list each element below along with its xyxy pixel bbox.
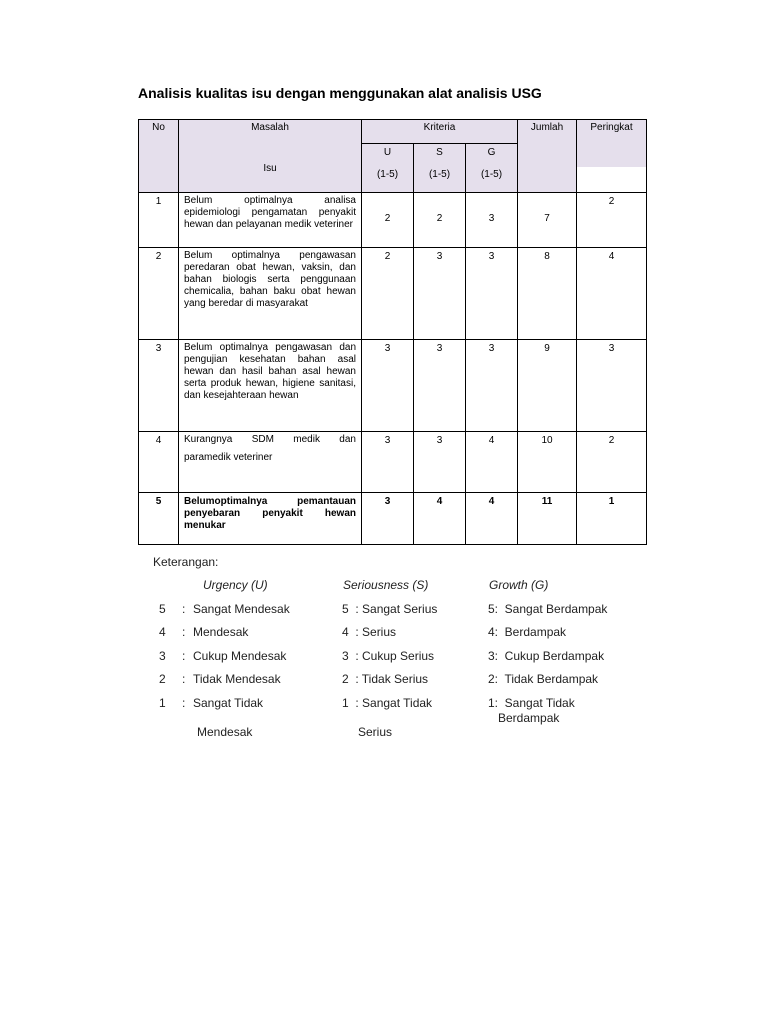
header-isu-label: Isu bbox=[263, 163, 277, 174]
row-g: 3 bbox=[466, 248, 518, 340]
seriousness-item: 2 : Tidak Serius bbox=[342, 672, 429, 686]
row-peringkat: 2 bbox=[577, 432, 647, 493]
header-kriteria: Kriteria bbox=[362, 120, 518, 144]
urgency-item-tail: Mendesak bbox=[197, 725, 253, 739]
seriousness-item: 3 : Cukup Serius bbox=[342, 649, 435, 663]
row-no: 1 bbox=[139, 193, 179, 248]
row-no: 5 bbox=[139, 493, 179, 545]
growth-item: 1: Sangat Tidak bbox=[488, 696, 575, 710]
page-title: Analisis kualitas isu dengan menggunakan alat analisis USG bbox=[138, 85, 542, 101]
row-u: 3 bbox=[362, 340, 414, 432]
row-peringkat: 1 bbox=[577, 493, 647, 545]
growth-item: 5: Sangat Berdampak bbox=[488, 602, 608, 616]
row-jumlah: 8 bbox=[518, 248, 577, 340]
row-s: 2 bbox=[414, 193, 466, 248]
header-no: No bbox=[139, 120, 179, 193]
growth-item: 4: Berdampak bbox=[488, 625, 567, 639]
row-s: 3 bbox=[414, 248, 466, 340]
row-g: 4 bbox=[466, 493, 518, 545]
header-s-range: (1-5) bbox=[414, 167, 466, 193]
table-row bbox=[139, 432, 647, 493]
seriousness-header: Seriousness (S) bbox=[343, 578, 429, 592]
growth-header: Growth (G) bbox=[489, 578, 549, 592]
header-s: S bbox=[414, 144, 466, 167]
growth-item: 2: Tidak Berdampak bbox=[488, 672, 599, 686]
row-jumlah: 11 bbox=[518, 493, 577, 545]
row-isu: Belumoptimalnya pemantauan penyebaran penyakit hewan menukar bbox=[179, 493, 362, 545]
table-row bbox=[139, 193, 647, 248]
row-no: 3 bbox=[139, 340, 179, 432]
row-u: 3 bbox=[362, 432, 414, 493]
seriousness-item-tail: Serius bbox=[358, 725, 393, 739]
row-jumlah: 9 bbox=[518, 340, 577, 432]
row-u: 2 bbox=[362, 248, 414, 340]
row-isu: Belum optimalnya pengawasan dan pengujian kesehatan bahan asal hewan dan hasil bahan asal hewan serta produk hewan, higiene sanitasi, dan kesejahteraan hewan bbox=[179, 340, 362, 432]
seriousness-item: 5 : Sangat Serius bbox=[342, 602, 438, 616]
row-u: 2 bbox=[362, 193, 414, 248]
row-s: 3 bbox=[414, 340, 466, 432]
header-jumlah: Jumlah bbox=[518, 120, 577, 193]
header-masalah bbox=[179, 120, 362, 193]
row-no: 2 bbox=[139, 248, 179, 340]
seriousness-item: 1 : Sangat Tidak bbox=[342, 696, 433, 710]
growth-item-tail: Berdampak bbox=[498, 711, 560, 725]
row-u: 3 bbox=[362, 493, 414, 545]
header-g-range: (1-5) bbox=[466, 167, 518, 193]
row-g: 3 bbox=[466, 340, 518, 432]
row-s: 3 bbox=[414, 432, 466, 493]
usg-table bbox=[138, 119, 647, 545]
row-jumlah: 10 bbox=[518, 432, 577, 493]
row-s: 4 bbox=[414, 493, 466, 545]
table-row bbox=[139, 493, 647, 545]
row-peringkat: 2 bbox=[577, 193, 647, 248]
seriousness-item: 4 : Serius bbox=[342, 625, 397, 639]
header-masalah-label: Masalah bbox=[251, 122, 289, 133]
header-peringkat: Peringkat bbox=[577, 120, 647, 167]
header-u-range: (1-5) bbox=[362, 167, 414, 193]
growth-item: 3: Cukup Berdampak bbox=[488, 649, 605, 663]
header-g: G bbox=[466, 144, 518, 167]
row-isu: Belum optimalnya pengawasan peredaran obat hewan, vaksin, dan bahan biologis serta penggunaan chemicalia, bahan baku obat hewan yang beredar di masyarakat bbox=[179, 248, 362, 340]
row-isu bbox=[179, 432, 362, 493]
row-peringkat: 3 bbox=[577, 340, 647, 432]
row-isu-line1: Kurangnya SDM medik dan bbox=[184, 434, 356, 445]
row-isu: Belum optimalnya analisa epidemiologi pengamatan penyakit hewan dan pelayanan medik veteriner bbox=[179, 193, 362, 248]
row-jumlah: 7 bbox=[518, 193, 577, 248]
table-row bbox=[139, 340, 647, 432]
row-g: 4 bbox=[466, 432, 518, 493]
keterangan-label: Keterangan: bbox=[153, 555, 219, 569]
table-row bbox=[139, 248, 647, 340]
row-no: 4 bbox=[139, 432, 179, 493]
urgency-header: Urgency (U) bbox=[203, 578, 268, 592]
row-isu-line2: paramedik veteriner bbox=[184, 452, 273, 463]
row-peringkat: 4 bbox=[577, 248, 647, 340]
header-peringkat-fill bbox=[577, 167, 647, 193]
row-g: 3 bbox=[466, 193, 518, 248]
header-u: U bbox=[362, 144, 414, 167]
